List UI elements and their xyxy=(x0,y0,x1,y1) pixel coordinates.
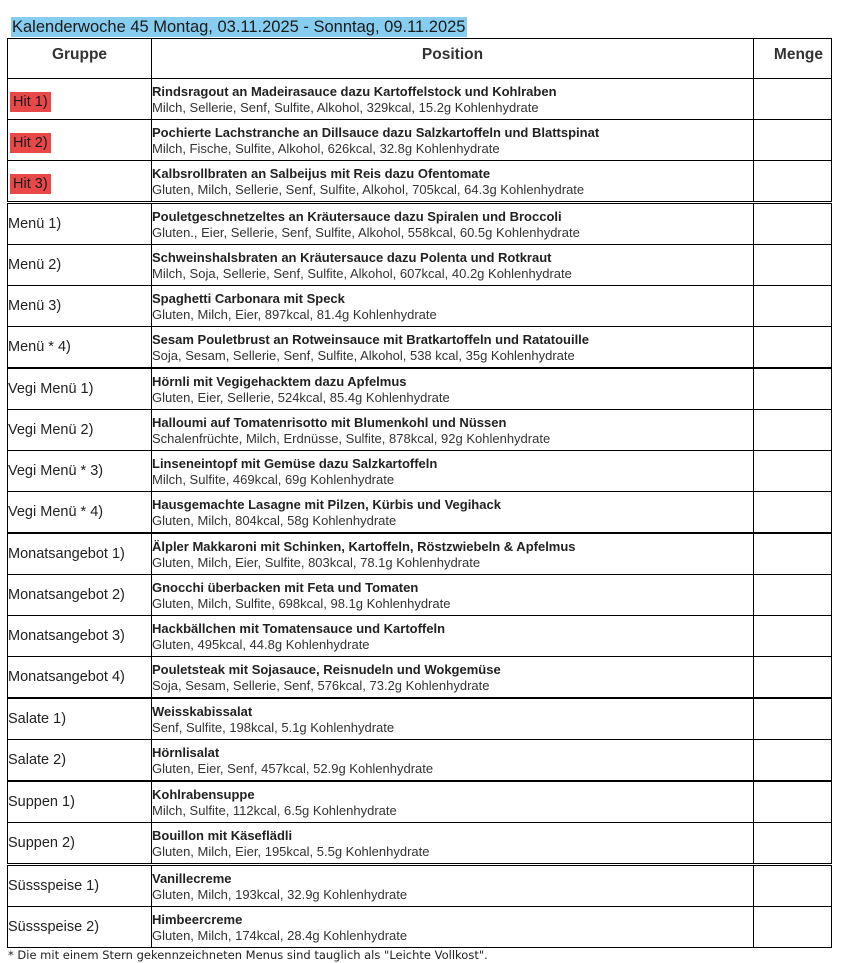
dish-name: Bouillon mit Käseflädli xyxy=(152,827,293,843)
table-row xyxy=(8,533,832,575)
dish-name: Pouletgeschnetzeltes an Kräutersauce dazu Spiralen und Broccoli xyxy=(152,208,562,224)
quantity-cell[interactable] xyxy=(754,698,832,740)
position-cell xyxy=(152,410,754,451)
group-cell: Süssspeise 2) xyxy=(8,907,152,948)
dish-name: Pochierte Lachstranche an Dillsauce dazu Salzkartoffeln und Blattspinat xyxy=(152,124,600,140)
quantity-cell[interactable] xyxy=(754,492,832,534)
quantity-cell[interactable] xyxy=(754,327,832,369)
dish-info: Gluten, Eier, Sellerie, 524kcal, 85.4g Kohlenhydrate xyxy=(152,389,450,405)
dish-name: Kohlrabensuppe xyxy=(152,786,255,802)
quantity-cell[interactable] xyxy=(754,203,832,245)
group-cell: Monatsangebot 3) xyxy=(8,616,152,657)
group-cell: Salate 2) xyxy=(8,740,152,782)
position-cell xyxy=(152,79,754,120)
header-position: Position xyxy=(152,39,754,79)
dish-info: Gluten, Milch, 174kcal, 28.4g Kohlenhydrate xyxy=(152,927,408,943)
quantity-cell[interactable] xyxy=(754,286,832,327)
position-cell xyxy=(152,492,754,534)
dish-info: Gluten, Milch, 193kcal, 32.9g Kohlenhydrate xyxy=(152,886,408,902)
dish-name: Sesam Pouletbrust an Rotweinsauce mit Bratkartoffeln und Ratatouille xyxy=(152,331,590,347)
table-row xyxy=(8,451,832,492)
group-cell: Monatsangebot 1) xyxy=(8,533,152,575)
dish-info: Gluten, Milch, 804kcal, 58g Kohlenhydrate xyxy=(152,512,397,528)
group-cell: Suppen 1) xyxy=(8,781,152,823)
table-header-row xyxy=(8,39,832,79)
position-cell xyxy=(152,616,754,657)
dish-name: Schweinshalsbraten an Kräutersauce dazu Polenta und Rotkraut xyxy=(152,249,552,265)
dish-info: Milch, Sellerie, Senf, Sulfite, Alkohol, 329kcal, 15.2g Kohlenhydrate xyxy=(152,99,539,115)
dish-name: Rindsragout an Madeirasauce dazu Kartoffelstock und Kohlraben xyxy=(152,83,557,99)
quantity-cell[interactable] xyxy=(754,865,832,907)
table-row xyxy=(8,823,832,865)
group-cell: Menü 2) xyxy=(8,245,152,286)
dish-info: Milch, Sulfite, 469kcal, 69g Kohlenhydrate xyxy=(152,471,395,487)
footnote: * Die mit einem Stern gekennzeichneten Menus sind tauglich als "Leichte Vollkost". xyxy=(8,948,488,962)
dish-name: Pouletsteak mit Sojasauce, Reisnudeln und Wokgemüse xyxy=(152,661,501,677)
table-row xyxy=(8,865,832,907)
group-cell: Vegi Menü 1) xyxy=(8,368,152,410)
quantity-cell[interactable] xyxy=(754,740,832,782)
header-menge: Menge xyxy=(754,39,832,79)
quantity-cell[interactable] xyxy=(754,368,832,410)
group-cell: Suppen 2) xyxy=(8,823,152,865)
table-row xyxy=(8,657,832,699)
dish-name: Älpler Makkaroni mit Schinken, Kartoffeln, Röstzwiebeln & Apfelmus xyxy=(152,538,576,554)
group-cell: Monatsangebot 2) xyxy=(8,575,152,616)
dish-name: Spaghetti Carbonara mit Speck xyxy=(152,290,345,306)
group-cell xyxy=(8,79,152,120)
dish-info: Milch, Sulfite, 112kcal, 6.5g Kohlenhydrate xyxy=(152,802,397,818)
table-row xyxy=(8,492,832,534)
dish-name: Vanillecreme xyxy=(152,870,232,886)
header-gruppe: Gruppe xyxy=(8,39,152,79)
position-cell xyxy=(152,203,754,245)
quantity-cell[interactable] xyxy=(754,79,832,120)
position-cell xyxy=(152,368,754,410)
group-cell: Salate 1) xyxy=(8,698,152,740)
table-row xyxy=(8,286,832,327)
quantity-cell[interactable] xyxy=(754,245,832,286)
dish-name: Weisskabissalat xyxy=(152,703,253,719)
group-cell: Menü 1) xyxy=(8,203,152,245)
quantity-cell[interactable] xyxy=(754,575,832,616)
dish-info: Soja, Sesam, Sellerie, Senf, Sulfite, Alkohol, 538 kcal, 35g Kohlenhydrate xyxy=(152,347,575,363)
dish-name: Kalbsrollbraten an Salbeijus mit Reis dazu Ofentomate xyxy=(152,165,491,181)
dish-info: Gluten, 495kcal, 44.8g Kohlenhydrate xyxy=(152,636,370,652)
quantity-cell[interactable] xyxy=(754,120,832,161)
table-row xyxy=(8,740,832,782)
table-row xyxy=(8,698,832,740)
position-cell xyxy=(152,657,754,699)
position-cell xyxy=(152,327,754,369)
quantity-cell[interactable] xyxy=(754,616,832,657)
dish-info: Soja, Sesam, Sellerie, Senf, 576kcal, 73.2g Kohlenhydrate xyxy=(152,677,490,693)
week-title: Kalenderwoche 45 Montag, 03.11.2025 - Sonntag, 09.11.2025 xyxy=(12,18,466,36)
dish-info: Milch, Fische, Sulfite, Alkohol, 626kcal, 32.8g Kohlenhydrate xyxy=(152,140,500,156)
group-cell xyxy=(8,120,152,161)
dish-info: Gluten, Milch, Sellerie, Senf, Sulfite, Alkohol, 705kcal, 64.3g Kohlenhydrate xyxy=(152,181,585,197)
position-cell xyxy=(152,575,754,616)
quantity-cell[interactable] xyxy=(754,161,832,203)
dish-name: Hackbällchen mit Tomatensauce und Kartoffeln xyxy=(152,620,446,636)
position-cell xyxy=(152,907,754,948)
group-cell: Monatsangebot 4) xyxy=(8,657,152,699)
position-cell xyxy=(152,781,754,823)
quantity-cell[interactable] xyxy=(754,410,832,451)
dish-info: Gluten., Eier, Sellerie, Senf, Sulfite, Alkohol, 558kcal, 60.5g Kohlenhydrate xyxy=(152,224,580,240)
position-cell xyxy=(152,823,754,865)
group-cell: Menü 3) xyxy=(8,286,152,327)
group-cell xyxy=(8,161,152,203)
dish-info: Schalenfrüchte, Milch, Erdnüsse, Sulfite, 878kcal, 92g Kohlenhydrate xyxy=(152,430,551,446)
position-cell xyxy=(152,161,754,203)
hit-badge: Hit 2) xyxy=(10,133,51,153)
dish-name: Himbeercreme xyxy=(152,911,243,927)
table-row xyxy=(8,368,832,410)
position-cell xyxy=(152,740,754,782)
position-cell xyxy=(152,698,754,740)
quantity-cell[interactable] xyxy=(754,533,832,575)
hit-badge: Hit 3) xyxy=(10,174,51,194)
table-row xyxy=(8,79,832,120)
group-cell: Süssspeise 1) xyxy=(8,865,152,907)
dish-name: Linseneintopf mit Gemüse dazu Salzkartoffeln xyxy=(152,455,438,471)
table-row xyxy=(8,245,832,286)
quantity-cell[interactable] xyxy=(754,781,832,823)
dish-info: Gluten, Eier, Senf, 457kcal, 52.9g Kohlenhydrate xyxy=(152,760,434,776)
dish-name: Hausgemachte Lasagne mit Pilzen, Kürbis und Vegihack xyxy=(152,496,501,512)
table-row xyxy=(8,781,832,823)
dish-name: Hörnlisalat xyxy=(152,744,220,760)
hit-badge: Hit 1) xyxy=(10,92,51,112)
position-cell xyxy=(152,533,754,575)
quantity-cell[interactable] xyxy=(754,823,832,865)
position-cell xyxy=(152,451,754,492)
dish-name: Hörnli mit Vegigehacktem dazu Apfelmus xyxy=(152,373,407,389)
table-row xyxy=(8,575,832,616)
group-cell: Vegi Menü * 4) xyxy=(8,492,152,534)
table-row xyxy=(8,161,832,203)
group-cell: Menü * 4) xyxy=(8,327,152,369)
position-cell xyxy=(152,286,754,327)
table-row xyxy=(8,907,832,948)
dish-info: Gluten, Milch, Eier, 897kcal, 81.4g Kohlenhydrate xyxy=(152,306,437,322)
menu-table xyxy=(7,38,832,948)
dish-info: Gluten, Milch, Eier, Sulfite, 803kcal, 78.1g Kohlenhydrate xyxy=(152,554,481,570)
table-row xyxy=(8,410,832,451)
group-cell: Vegi Menü 2) xyxy=(8,410,152,451)
quantity-cell[interactable] xyxy=(754,451,832,492)
dish-name: Gnocchi überbacken mit Feta und Tomaten xyxy=(152,579,419,595)
dish-name: Halloumi auf Tomatenrisotto mit Blumenkohl und Nüssen xyxy=(152,414,507,430)
dish-info: Gluten, Milch, Eier, 195kcal, 5.5g Kohlenhydrate xyxy=(152,843,430,859)
table-row xyxy=(8,203,832,245)
group-cell: Vegi Menü * 3) xyxy=(8,451,152,492)
quantity-cell[interactable] xyxy=(754,907,832,948)
position-cell xyxy=(152,245,754,286)
table-row xyxy=(8,327,832,369)
dish-info: Gluten, Milch, Sulfite, 698kcal, 98.1g Kohlenhydrate xyxy=(152,595,451,611)
dish-info: Senf, Sulfite, 198kcal, 5.1g Kohlenhydrate xyxy=(152,719,395,735)
table-row xyxy=(8,120,832,161)
table-row xyxy=(8,616,832,657)
dish-info: Milch, Soja, Sellerie, Senf, Sulfite, Alkohol, 607kcal, 40.2g Kohlenhydrate xyxy=(152,265,572,281)
position-cell xyxy=(152,120,754,161)
position-cell xyxy=(152,865,754,907)
quantity-cell[interactable] xyxy=(754,657,832,699)
